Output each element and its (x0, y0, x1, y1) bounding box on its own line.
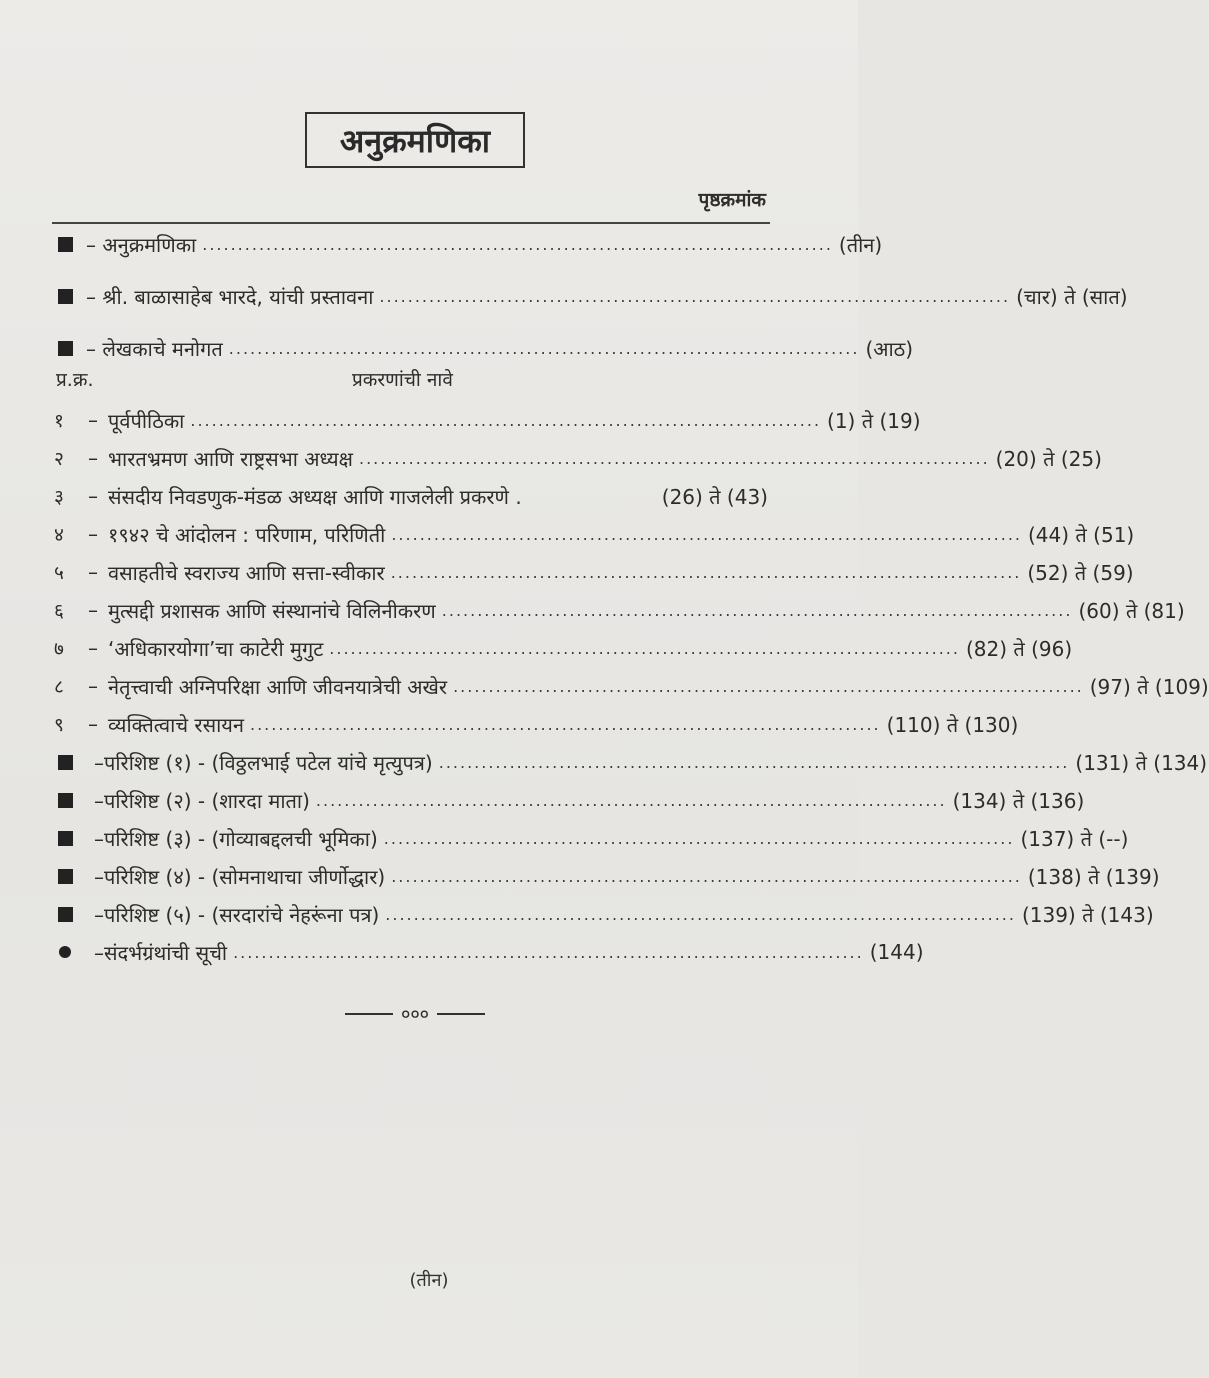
appendix-title: –परिशिष्ट (३) - (गोव्याबद्दलची भूमिका) (94, 826, 378, 851)
toc-chapter-row (54, 440, 1102, 476)
toc-chapter-row (54, 592, 1185, 628)
chapter-title: १९४२ चे आंदोलन : परिणाम, परिणिती (108, 522, 386, 547)
square-bullet-icon (54, 289, 76, 304)
bibliography-pages: (144) (869, 940, 924, 964)
ornament-line-right (437, 1013, 485, 1015)
toc-entry-front (54, 278, 1128, 314)
header-rule (52, 222, 770, 224)
dot-leader: ......................................................................................... (233, 942, 864, 962)
dot-leader: ......................................................................................... (202, 234, 833, 254)
dot-leader: ......................................................................................... (315, 790, 947, 810)
chapter-number-header: प्र.क्र. (56, 369, 94, 391)
dash-separator: – (88, 446, 98, 470)
chapter-title: भारतभ्रमण आणि राष्ट्रसभा अध्यक्ष (108, 446, 353, 471)
entry-label: – लेखकाचे मनोगत (86, 336, 223, 361)
appendix-title: –परिशिष्ट (१) - (विठ्ठलभाई पटेल यांचे मृत्युपत्र) (94, 750, 433, 775)
appendix-pages: (139) ते (143) (1021, 902, 1154, 927)
chapter-title: संसदीय निवडणुक-मंडळ अध्यक्ष आणि गाजलेली प्रकरणे . (108, 484, 522, 509)
appendix-title: –परिशिष्ट (५) - (सरदारांचे नेहरूंना पत्र) (94, 902, 380, 927)
dot-leader: ......................................................................................... (359, 448, 990, 468)
dash-separator: – (88, 408, 98, 432)
square-bullet-icon (54, 831, 76, 846)
appendix-pages: (134) ते (136) (952, 788, 1085, 813)
dash-separator: – (88, 674, 98, 698)
entry-pages: (चार) ते (सात) (1016, 284, 1128, 309)
chapter-title: मुत्सद्दी प्रशासक आणि संस्थानांचे विलिनीकरण (108, 598, 436, 623)
dot-leader: ......................................................................................... (228, 338, 860, 358)
chapter-number: ७ (54, 638, 64, 660)
chapter-pages: (82) ते (96) (965, 636, 1073, 661)
toc-entry-front (54, 330, 914, 366)
dash-separator: – (88, 598, 98, 622)
appendix-pages: (137) ते (--) (1020, 826, 1129, 851)
chapter-number: ६ (54, 600, 64, 622)
chapter-pages: (110) ते (130) (886, 712, 1019, 737)
toc-appendix-row (54, 782, 1085, 818)
square-bullet-icon (54, 869, 76, 884)
chapter-title: नेतृत्त्वाची अग्निपरिक्षा आणि जीवनयात्रेची अखेर (108, 674, 448, 699)
toc-appendix-row (54, 820, 1129, 856)
chapter-names-header: प्रकरणांची नावे (352, 369, 453, 391)
toc-chapter-row (54, 478, 768, 514)
appendix-title: –परिशिष्ट (२) - (शारदा माता) (94, 788, 310, 813)
dot-leader: ......................................................................................... (190, 410, 822, 430)
chapter-number: ९ (54, 714, 64, 736)
dash-separator: – (88, 522, 98, 546)
ornament-line-left (345, 1013, 393, 1015)
toc-chapter-row (54, 554, 1134, 590)
toc-entry-front (54, 226, 883, 262)
square-bullet-icon (54, 755, 76, 770)
dot-leader: ......................................................................................... (385, 904, 1016, 924)
end-ornament (330, 1004, 500, 1024)
chapter-pages: (97) ते (109) (1089, 674, 1209, 699)
dot-leader: ......................................................................................... (453, 676, 1084, 696)
toc-chapter-row (54, 706, 1019, 742)
chapter-pages: (1) ते (19) (827, 408, 921, 433)
entry-pages: (आठ) (865, 336, 914, 361)
dot-leader: ......................................................................................... (383, 828, 1015, 848)
circle-bullet-icon (54, 946, 76, 958)
dot-leader: ......................................................................................... (438, 752, 1070, 772)
chapter-pages: (52) ते (59) (1027, 560, 1134, 585)
dot-leader: ......................................................................................... (441, 600, 1073, 620)
dash-separator: – (88, 560, 98, 584)
dot-leader: ......................................................................................... (379, 286, 1011, 306)
chapter-title: ‘अधिकारयोगा’चा काटेरी मुगुट (108, 636, 324, 661)
appendix-pages: (131) ते (134) (1075, 750, 1208, 775)
toc-chapter-row (54, 668, 1209, 704)
square-bullet-icon (54, 793, 76, 808)
entry-label: – अनुक्रमणिका (86, 232, 197, 257)
dot-leader: ......................................................................................... (391, 866, 1022, 886)
entry-pages: (तीन) (838, 232, 883, 257)
chapter-number: २ (54, 448, 64, 470)
chapter-columns-header (56, 366, 770, 396)
bibliography-title: –संदर्भग्रंथांची सूची (94, 940, 228, 965)
dash-separator: – (88, 712, 98, 736)
dot-leader: ......................................................................................... (329, 638, 960, 658)
toc-appendix-row (54, 744, 1208, 780)
chapter-pages: (26) ते (43) (661, 484, 768, 509)
chapter-number: ३ (54, 486, 64, 508)
chapter-pages: (20) ते (25) (995, 446, 1102, 471)
chapter-number: ४ (54, 524, 64, 546)
dot-leader: ......................................................................................... (390, 562, 1022, 582)
dot-leader: ......................................................................................... (249, 714, 881, 734)
chapter-title: व्यक्तित्वाचे रसायन (108, 712, 244, 737)
toc-appendix-row (54, 896, 1154, 932)
toc-chapter-row (54, 630, 1073, 666)
dash-separator: – (88, 636, 98, 660)
chapter-title: वसाहतीचे स्वराज्य आणि सत्ता-स्वीकार (108, 560, 385, 585)
chapter-title: पूर्वपीठिका (108, 408, 185, 433)
appendix-title: –परिशिष्ट (४) - (सोमनाथाचा जीर्णोद्धार) (94, 864, 386, 889)
chapter-number: ८ (54, 676, 64, 698)
footer-page-number: (तीन) (409, 1270, 449, 1291)
chapter-pages: (44) ते (51) (1028, 522, 1135, 547)
page-title (305, 112, 525, 168)
square-bullet-icon (54, 341, 76, 356)
toc-appendix-row (54, 858, 1160, 894)
page-title-text: अनुक्रमणिका (339, 121, 491, 160)
page-number-column-header: पृष्ठक्रमांक (698, 189, 766, 211)
dot-leader: ......................................................................................... (391, 524, 1022, 544)
chapter-number: १ (54, 410, 64, 432)
toc-bibliography-row (54, 934, 924, 970)
ornament-glyphs: ००० (400, 1004, 430, 1025)
entry-label: – श्री. बाळासाहेब भारदे, यांची प्रस्तावना (86, 284, 374, 309)
chapter-number: ५ (54, 562, 64, 584)
toc-chapter-row (54, 516, 1135, 552)
toc-chapter-row (54, 402, 921, 438)
dash-separator: – (88, 484, 98, 508)
square-bullet-icon (54, 907, 76, 922)
chapter-pages: (60) ते (81) (1078, 598, 1185, 623)
appendix-pages: (138) ते (139) (1027, 864, 1160, 889)
square-bullet-icon (54, 237, 76, 252)
